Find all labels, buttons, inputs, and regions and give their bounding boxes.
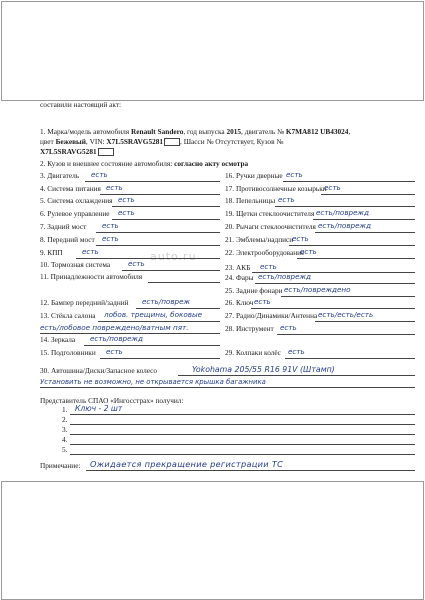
item30-handwriting-1: Yokohama 205/55 R16 91V (Штамп) (192, 365, 335, 374)
top-frame (1, 1, 424, 101)
left-item-handwriting: лобов. трещины, боковые (104, 310, 203, 319)
left-item-label: 10. Тормозная система (40, 260, 111, 269)
receiver-item-number: 1. (62, 405, 68, 414)
right-item-label: 28. Инструмент (225, 324, 274, 333)
note-underline (86, 470, 415, 471)
watermark: auto.ru (150, 250, 197, 263)
right-item-label: 18. Пепельницы (225, 196, 276, 205)
left-item-underline (122, 270, 220, 271)
left-item-underline (136, 308, 220, 309)
left-item-label: 11. Принадлежности автомобиля (40, 272, 143, 281)
right-item-label: 29. Колпаки колёс (225, 348, 281, 357)
note-label: Примечание: (40, 461, 81, 470)
right-item-underline (313, 219, 415, 220)
right-item-underline (285, 358, 415, 359)
right-item-underline (289, 245, 415, 246)
right-item-label: 27. Радио/Динамики/Антенна (225, 311, 318, 320)
right-item-underline (281, 296, 415, 297)
receiver-item-number: 4. (62, 435, 68, 444)
item13-handwriting-line2: есть/лобовое повреждено/ватным пят. (40, 323, 189, 332)
receiver-item-underline (70, 414, 415, 415)
left-item-handwriting: есть (91, 170, 108, 179)
left-item-label: 14. Зеркала (40, 335, 76, 344)
left-item-handwriting: есть (106, 183, 123, 192)
left-item-handwriting: есть (106, 347, 123, 356)
right-item-handwriting: есть/повреждено (284, 285, 351, 294)
receiver-item-underline (70, 454, 415, 455)
left-item-underline (112, 219, 220, 220)
left-item-underline (96, 245, 220, 246)
left-item-underline (85, 181, 220, 182)
left-item-label: 8. Передний мост (40, 235, 95, 244)
left-item-label: 13. Стёкла салона (40, 311, 96, 320)
item1-line1: 1. Марка/модель автомобиля Renault Sandero, год выпуска 2015, двигатель № K7MA812 UB43024, (40, 127, 351, 136)
left-item-handwriting: есть (118, 208, 135, 217)
right-item-handwriting: есть (288, 347, 305, 356)
right-item-label: 22. Электрооборудование (225, 248, 305, 257)
left-item-underline (84, 345, 220, 346)
left-item-handwriting: есть (118, 195, 135, 204)
right-item-handwriting: есть/поврежд (318, 221, 371, 230)
item30-label: 30. Автошина/Диски/Запасное колесо (40, 366, 158, 375)
right-item-underline (315, 232, 415, 233)
right-item-underline (277, 334, 415, 335)
right-item-handwriting: есть (254, 297, 271, 306)
body-mask-box (98, 148, 114, 156)
left-item-underline (76, 258, 220, 259)
note-handwriting: Ожидается прекращение регистрации ТС (90, 459, 284, 469)
receiver-item-number: 5. (62, 445, 68, 454)
item2-line: 2. Кузов и внешнее состояние автомобиля: согласно акту осмотра (40, 159, 249, 168)
left-item-handwriting: есть (102, 221, 119, 230)
left-item-label: 15. Подголовники (40, 348, 96, 357)
receiver-item-number: 2. (62, 415, 68, 424)
item30-handwriting-2: Установить не возможно, не открывается крышка багажника (40, 378, 266, 386)
left-item-label: 6. Рулевое управление (40, 209, 110, 218)
left-item-handwriting: есть (82, 247, 99, 256)
receiver-item1-handwriting: Ключ - 2 шт (75, 404, 123, 413)
left-item-label: 7. Задний мост (40, 222, 87, 231)
left-item-label: 12. Бампер передний/задний (40, 298, 129, 307)
right-item-underline (275, 206, 415, 207)
left-item-handwriting: есть (128, 259, 145, 268)
right-item-label: 19. Щетки стеклоочистителя (225, 209, 315, 218)
left-item-underline (96, 232, 220, 233)
vin-mask-box (164, 138, 180, 146)
left-item-label: 5. Система охлаждения (40, 196, 113, 205)
right-item-underline (321, 194, 415, 195)
right-item-underline (315, 321, 415, 322)
right-item-label: 21. Эмблемы/надписи (225, 235, 294, 244)
right-item-underline (251, 308, 415, 309)
item1-line3: X7L5SRAVG5281 (40, 148, 114, 156)
item30-underline-2 (40, 387, 415, 388)
right-item-handwriting: есть (324, 183, 341, 192)
receiver-item-number: 3. (62, 425, 68, 434)
right-item-label: 16. Ручки дверные (225, 171, 283, 180)
left-item-underline (100, 358, 220, 359)
right-item-underline (283, 181, 415, 182)
right-item-label: 25. Задние фонари (225, 286, 283, 295)
item23-underline (252, 272, 415, 273)
right-item-label: 26. Ключ (225, 298, 254, 307)
left-item-label: 3. Двигатель (40, 171, 80, 180)
item23-handwriting: есть (260, 262, 277, 271)
left-item-underline (98, 321, 220, 322)
left-item-handwriting: есть/повреж (142, 297, 191, 306)
right-item-handwriting: есть/есть/есть (318, 310, 374, 319)
receiver-item-underline (70, 434, 415, 435)
right-item-label: 20. Рычаги стеклоочистителя (225, 222, 316, 231)
right-item-underline (255, 283, 415, 284)
receiver-label: Представитель СПАО «Ингосстрах» получил: (40, 396, 184, 405)
left-item-handwriting: есть (102, 234, 119, 243)
left-item-label: 4. Система питания (40, 184, 101, 193)
left-item-label: 9. КПП (40, 248, 63, 257)
item23-label: 23. АКБ (225, 263, 251, 272)
right-item-handwriting: есть (292, 234, 309, 243)
left-item-underline (148, 282, 220, 283)
receiver-item-underline (70, 424, 415, 425)
right-item-handwriting: есть/поврежд (316, 208, 369, 217)
left-item-underline (112, 206, 220, 207)
right-item-handwriting: есть (278, 195, 295, 204)
receiver-item-underline (70, 444, 415, 445)
right-item-handwriting: есть (280, 323, 297, 332)
right-item-handwriting: есть/поврежд (258, 272, 311, 281)
item30-underline-1 (178, 375, 415, 376)
right-item-label: 17. Противосолнечные козырьки (225, 184, 327, 193)
bottom-frame (1, 481, 424, 600)
left-item-handwriting: есть/поврежд (90, 334, 143, 343)
right-item-handwriting: есть (300, 247, 317, 256)
right-item-label: 24. Фары (225, 273, 254, 282)
intro-text: составили настоящий акт: (40, 100, 122, 109)
item1-line2: цвет Бежевый, VIN: X7L5SRAVG5281 , Шасси № Отсутствует, Кузов № (40, 137, 284, 146)
right-item-handwriting: есть (286, 170, 303, 179)
item13-line2-underline (40, 333, 220, 334)
right-item-underline (297, 258, 415, 259)
